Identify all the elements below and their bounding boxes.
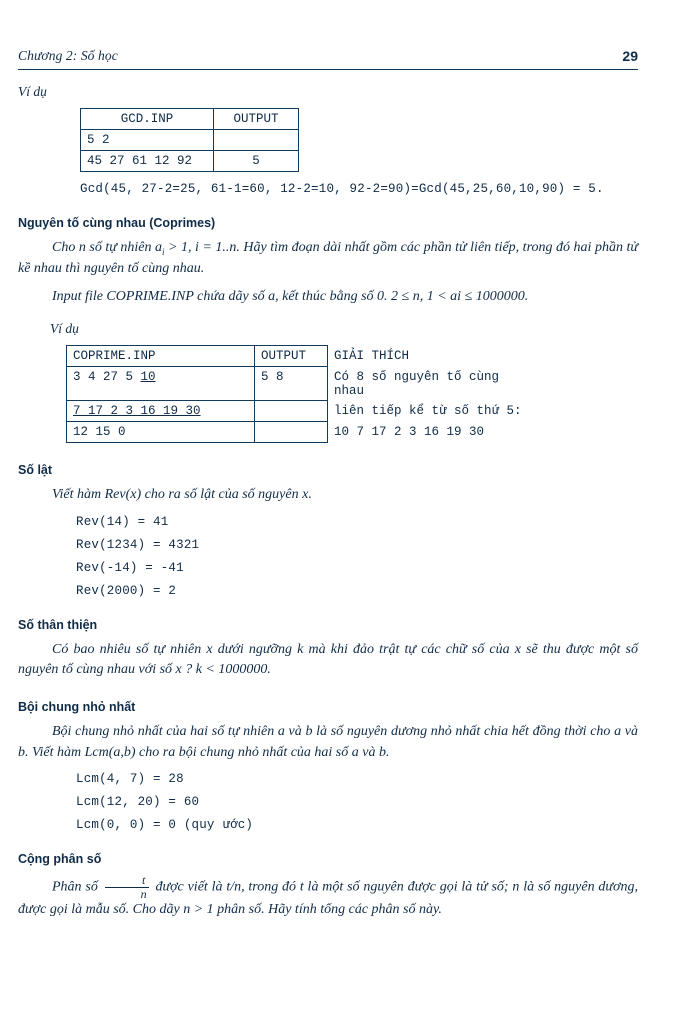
heading-boi-chung: Bội chung nhỏ nhất (18, 700, 136, 715)
coprime-cell-explain-3: 10 7 17 2 3 16 19 30 (334, 424, 485, 439)
coprime-cell-explain-1: Có 8 số nguyên tố cùng nhau (334, 369, 500, 398)
coprime-cell-output-2 (255, 401, 328, 422)
coprimes-paragraph-2: Input file COPRIME.INP chứa dãy số a, kết thúc bằng số 0. 2 ≤ n, 1 < ai ≤ 1000000. (52, 289, 529, 305)
heading-so-than-thien: Số thân thiện (18, 617, 98, 632)
coprime-cell-input-1 (67, 367, 255, 401)
table-row (81, 130, 299, 151)
coprime-header-output: OUTPUT (255, 346, 328, 367)
coprimes-subscript: i (162, 246, 165, 257)
boi-chung-line-3: Lcm(0, 0) = 0 (quy ước) (76, 817, 254, 832)
coprime-cell-output-1: 5 8 (255, 367, 328, 401)
gcd-header-output: OUTPUT (214, 109, 299, 130)
coprimes-paragraph-1 (18, 238, 638, 279)
table-header-row (81, 109, 299, 130)
gcd-table-wrapper (80, 108, 638, 172)
so-lat-line-4: Rev(2000) = 2 (76, 583, 177, 598)
chapter-title: Chương 2: Số học (18, 48, 118, 63)
fraction-t-over-n (105, 874, 149, 900)
gcd-cell-output-1 (214, 130, 299, 151)
heading-so-lat: Số lật (18, 463, 53, 478)
coprime-input-underline-1: 10 (140, 370, 156, 385)
so-lat-paragraph: Viết hàm Rev(x) cho ra số lật của số nguyên x. (52, 487, 312, 503)
coprime-table-wrapper (66, 345, 638, 443)
table-row (67, 401, 541, 422)
coprime-cell-explain-2: liên tiếp kể từ số thứ 5: (334, 403, 522, 418)
coprime-cell-input-3: 12 15 0 (67, 422, 255, 443)
so-lat-line-2: Rev(1234) = 4321 (76, 537, 200, 552)
so-lat-line-1: Rev(14) = 41 (76, 514, 169, 529)
coprimes-para1-cont: > 1, i = 1..n. Hãy tìm đoạn dài nhất gồm các phần tử liên tiếp, trong đó hai phần tử kề nhau thì nguyên tố cùng nhau. (18, 240, 638, 276)
cong-phan-so-paragraph (18, 874, 638, 920)
gcd-cell-input-1: 5 2 (81, 130, 214, 151)
table-row (81, 151, 299, 172)
coprime-header-explain: GIẢI THÍCH (334, 348, 410, 363)
cong-phan-so-pre: Phân số (52, 879, 102, 895)
table-row (67, 367, 541, 401)
coprime-table (66, 345, 541, 443)
coprime-input-underline-2: 7 17 2 3 16 19 30 (73, 404, 201, 419)
boi-chung-line-2: Lcm(12, 20) = 60 (76, 794, 200, 809)
example-label-2: Ví dụ (50, 321, 79, 337)
page-number: 29 (622, 48, 638, 64)
gcd-cell-input-2: 45 27 61 12 92 (81, 151, 214, 172)
gcd-cell-output-2: 5 (214, 151, 299, 172)
gcd-formula: Gcd(45, 27-2=25, 61-1=60, 12-2=10, 92-2=90)=Gcd(45,25,60,10,90) = 5. (80, 182, 604, 196)
fraction-denominator: n (105, 887, 149, 901)
coprimes-para1-pre: Cho n số tự nhiên a (52, 240, 163, 255)
page-header (18, 48, 638, 70)
coprime-input-pre-1: 3 4 27 5 (73, 370, 141, 385)
coprime-cell-output-3 (255, 422, 328, 443)
fraction-numerator: t (141, 872, 146, 887)
boi-chung-line-1: Lcm(4, 7) = 28 (76, 771, 184, 786)
example-label-1: Ví dụ (18, 84, 47, 99)
so-lat-line-3: Rev(-14) = -41 (76, 560, 184, 575)
cong-phan-so-post: được viết là t/n, trong đó t là một số nguyên được gọi là tử số; n là số nguyên dương, được gọi là mẫu số. Cho dãy n > 1 phân số. Hãy tính tổng các phân số này. (18, 879, 639, 918)
so-than-thien-paragraph: Có bao nhiêu số tự nhiên x dưới ngưỡng k mà khi đảo trật tự các chữ số của x sẽ thu được một số nguyên tố cùng nhau với số x ? k < 1000000. (18, 641, 638, 678)
gcd-table (80, 108, 299, 172)
table-header-row (67, 346, 541, 367)
coprime-cell-input-2 (67, 401, 255, 422)
page-content (18, 48, 638, 920)
heading-coprimes: Nguyên tố cùng nhau (Coprimes) (18, 216, 216, 230)
table-row (67, 422, 541, 443)
boi-chung-paragraph: Bội chung nhỏ nhất của hai số tự nhiên a và b là số nguyên dương nhỏ nhất chia hết đồng thời cho a và b. Viết hàm Lcm(a,b) cho ra bội chung nhỏ nhất của hai số a và b. (18, 724, 638, 760)
gcd-header-input: GCD.INP (81, 109, 214, 130)
coprime-header-input: COPRIME.INP (67, 346, 255, 367)
heading-cong-phan-so: Cộng phân số (18, 851, 102, 866)
